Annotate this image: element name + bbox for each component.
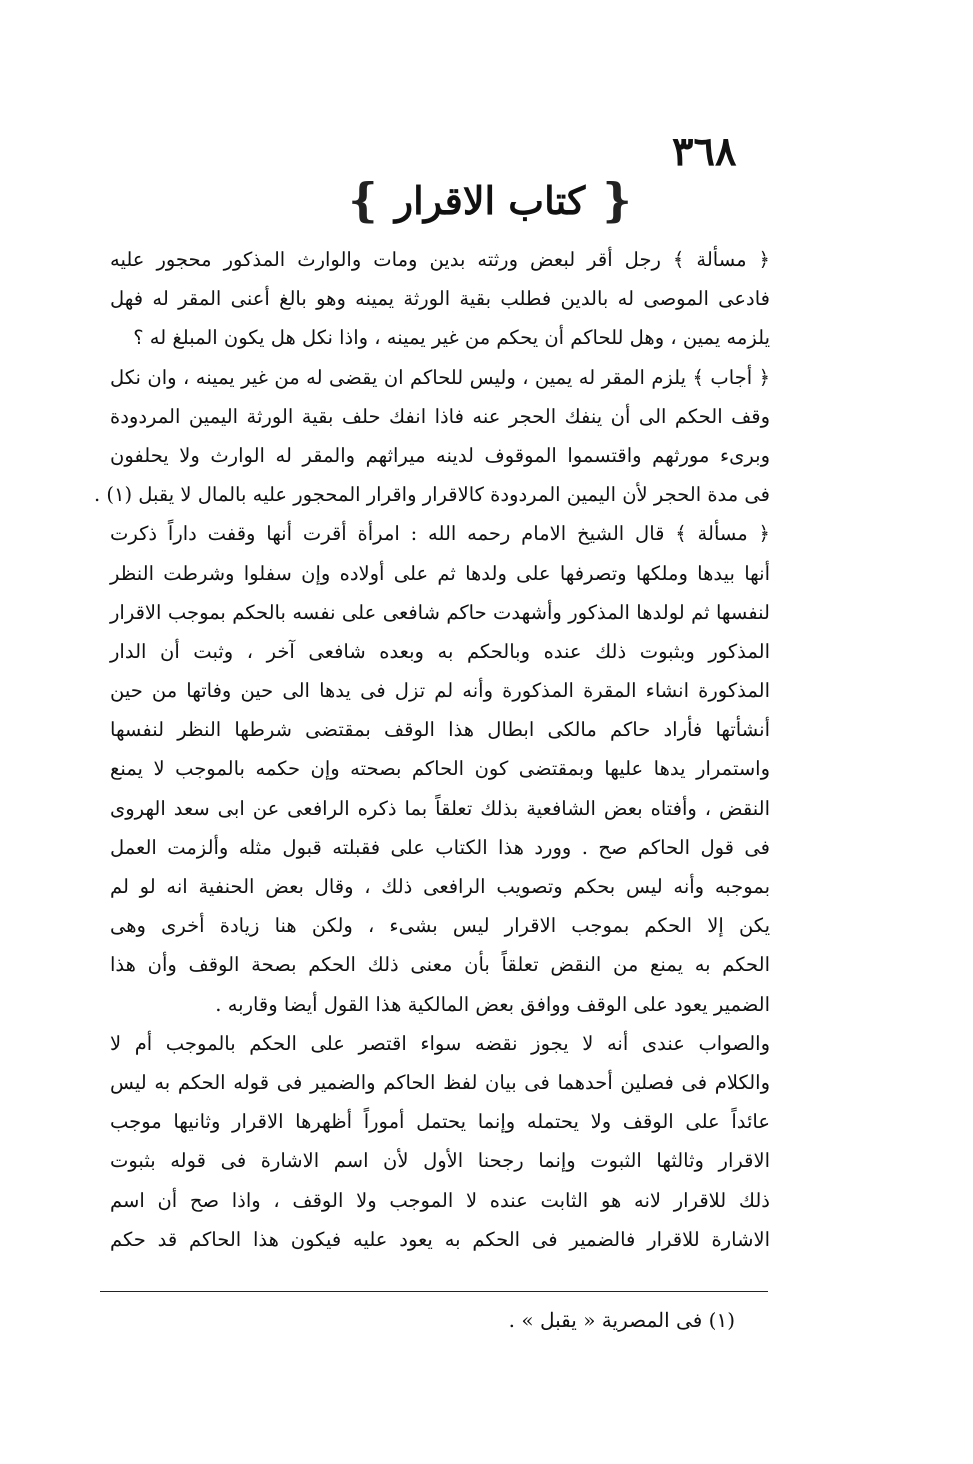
text-line: المذكور وبثبوت ذلك عنده وبالحكم به وبعده شافعى آخر ، وثبت أن الدار [110, 639, 770, 663]
text-line: ﴿ أجاب ﴾ يلزم المقر له يمين ، وليس للحاكم ان يقضى له من غير يمينه ، وان نكل [110, 365, 770, 389]
text-line: الاقرار وثالثها الثبوت وإنما رجحنا الأول لأن اسم الاشارة فى قوله بثبوت [110, 1149, 770, 1173]
text-line: ﴿ مسألة ﴾ قال الشيخ الامام رحمه الله : امرأة أقرت أنها وقفت داراً ذكرت [110, 522, 770, 546]
text-line: النقض ، وأفتاه بعض الشافعية بذلك تعلقاً بما ذكره الرافعى عن ابى سعد الهروى [110, 796, 770, 820]
text-line: الحكم به يمنع من النقض تعلقاً بأن معنى ذلك الحكم بصحة الوقف وأن هذا [110, 953, 770, 977]
text-line: أنها بيدها وملكها وتصرفها على ولدها ثم على أولاده وإن سفلوا وشرطت النظر [110, 561, 770, 585]
page-number: ٣٦٨ [672, 128, 737, 175]
text-line: أنشأتها فأراد حاكم مالكى ابطال هذا الوقف بمقتضى شرطها النظر لنفسها [110, 718, 770, 742]
text-line: بموجبه وأنه ليس بحكم وتصويب الرافعى ذلك ، وقال بعض الحنفية انه لو لم [110, 875, 770, 898]
text-line: واستمرار يدها عليها وبمقتضى كون الحاكم بصحته وإن حكمه بالموجب لا يمنع [110, 757, 770, 781]
text-line: يلزمه يمين ، وهل للحاكم أن يحكم من غير يمينه ، واذا نكل هل يكون المبلغ له ؟ [133, 326, 770, 350]
text-line: ذلك للاقرار لانه هو الثابت عنده لا الموجب ولا الوقف ، واذا صح أن اسم [110, 1188, 770, 1212]
ornament-bracket-close-icon: ❵ [344, 173, 383, 227]
chapter-title [320, 168, 660, 232]
text-line: الاشارة للاقرار فالضمير فى الحكم به يعود عليه فيكون هذا الحاكم قد حكم [110, 1227, 770, 1251]
text-line: فى مدة الحجر لأن اليمين المردودة كالاقرار واقرار المحجور عليه بالمال لا يقبل (١) . [93, 483, 770, 507]
text-line: عائداً على الوقف ولا يحتمله وإنما يحتمل أموراً أظهرها الاقرار وثانيها موجب [110, 1110, 770, 1134]
body-text [93, 240, 770, 1259]
text-line: فادعى الموصى له بالدين فطلب بقية الورثة يمينه وهو بالغ أعنى المقر له فهل [110, 287, 770, 311]
text-line: وقف الحكم الى أن ينفك الحجر عنه فاذا انفك حلف بقية الورثة اليمين المردودة [110, 404, 770, 428]
ornament-bracket-open-icon: ❴ [597, 173, 636, 227]
text-line: لنفسها ثم لولدها المذكور وأشهدت حاكم شافعى على نفسه بالحكم بموجب الاقرار [110, 600, 770, 624]
footnote-divider [100, 1291, 768, 1292]
chapter-title-text: كتاب الاقرار [394, 177, 586, 223]
text-line: ﴿ مسألة ﴾ رجل أقر لبعض ورثته بدين ومات والوارث المذكور محجور عليه [110, 248, 770, 271]
text-line: الضمير يعود على الوقف ووافق بعض المالكية هذا القول أيضا وقاربه . [215, 992, 770, 1016]
text-line: المذكورة انشاء المقرة المذكورة وأنه لم تزل فى يدها الى حين وفاتها من حين [110, 679, 770, 703]
footnote: (١) فى المصرية « يقبل » . [508, 1308, 735, 1332]
text-line: يكن إلا الحكم بموجب الاقرار ليس بشىء ، ولكن هنا زيادة أخرى وهى [110, 914, 770, 938]
text-line: والصواب عندى أنه لا يجوز نقضه سواء اقتصر على الحكم بالموجب أم لا [110, 1031, 770, 1055]
text-line: وبرىء مورثهم واقتسموا الموقوف لدينه ميراثهم والمقر له الوارث ولا يحلفون [110, 443, 770, 467]
text-line: والكلام فى فصلين أحدهما فى بيان لفظ الحاكم والضمير فى قوله الحكم به ليس [110, 1070, 770, 1094]
text-line: فى قول الحاكم صح . وورد هذا الكتاب على فقبلته قبول مثله وألزمت العمل [110, 835, 770, 859]
